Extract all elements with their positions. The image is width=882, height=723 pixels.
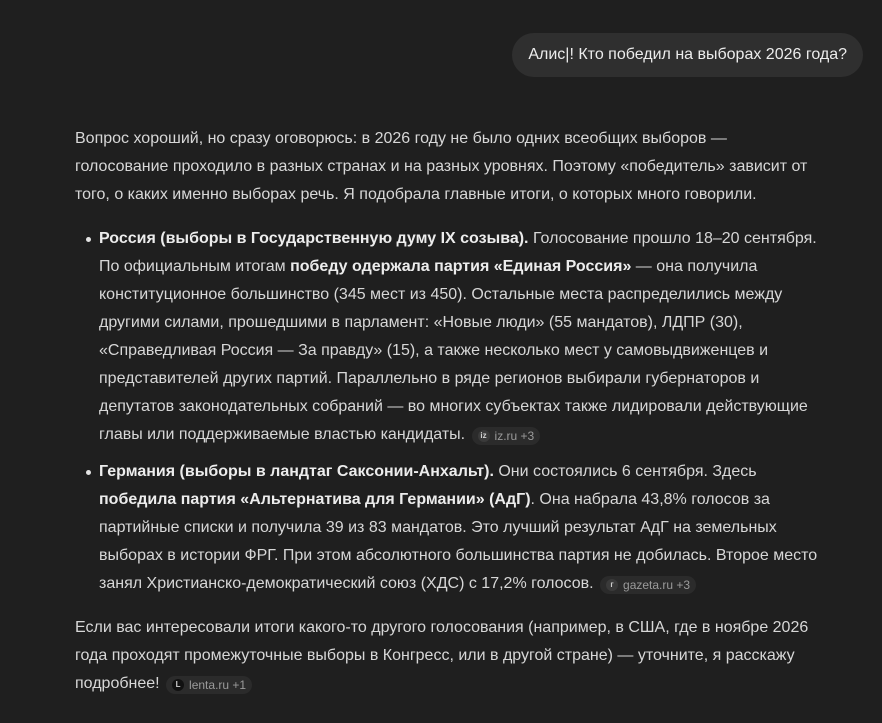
list-item-russia xyxy=(75,225,820,449)
user-message-text: Алис|! Кто победил на выборах 2026 года? xyxy=(528,46,847,63)
item-highlight: победила партия «Альтернатива для Германии» (АдГ) xyxy=(99,491,531,508)
source-chip-lenta[interactable] xyxy=(166,676,252,694)
source-chip-gazeta[interactable] xyxy=(600,576,696,594)
answer-list xyxy=(75,225,820,598)
gazeta-logo-icon: г xyxy=(606,579,618,591)
lenta-logo-icon: L xyxy=(172,679,184,691)
answer-intro: Вопрос хороший, но сразу оговорюсь: в 2026 году не было одних всеобщих выборов — голосование проходило в разных странах и на разных уровнях. Поэтому «победитель» зависит от того, о каких именно выборах речь. Я подобрала главные итоги, о которых много говорили. xyxy=(75,130,808,203)
item-text: Голосование прошло 18–20 сентября. По официальным итогам xyxy=(99,230,817,275)
iz-logo-icon: iz xyxy=(478,430,490,442)
item-heading: Россия (выборы в Государственную думу IX созыва). xyxy=(99,230,529,247)
source-chip-label: iz.ru +3 xyxy=(494,429,535,443)
user-message-bubble xyxy=(512,33,863,77)
item-text: — она получила конституционное большинство (345 мест из 450). Остальные места распределились между другими силами, прошедшими в парламент: «Новые люди» (55 мандатов), ЛДПР (30), «Справедливая Россия — За правду» (15), а также несколько мест у самовыдвиженцев и представителей других партий. Параллельно в ряде регионов выбирали губернаторов и депутатов законодательных собраний — во многих субъектах также лидировали действующие главы или поддерживаемые властью кандидаты. xyxy=(99,258,808,443)
assistant-answer xyxy=(75,125,820,698)
item-text: Они состоялись 6 сентября. Здесь xyxy=(493,463,757,480)
source-chip-label: gazeta.ru +3 xyxy=(623,578,691,592)
list-item-germany xyxy=(75,458,820,598)
source-chip-iz[interactable] xyxy=(472,427,541,445)
item-heading: Германия (выборы в ландтаг Саксонии-Анхальт). xyxy=(99,463,494,480)
item-text: . Она набрала 43,8% голосов за партийные списки и получила 39 из 83 мандатов. Это лучший результат АдГ на земельных выборах в истории ФРГ. При этом абсолютного большинства партия не добилась. Второе место занял Христианско-демократический союз (ХДС) с 17,2% голосов. xyxy=(99,491,818,592)
answer-outro xyxy=(75,614,820,698)
outro-text: Если вас интересовали итоги какого-то другого голосования (например, в США, где в ноябре 2026 года проходят промежуточные выборы в Конгресс, или в другой стране) — уточните, я расскажу подробнее! xyxy=(75,619,809,692)
source-chip-label: lenta.ru +1 xyxy=(189,678,247,692)
item-highlight: победу одержала партия «Единая Россия» xyxy=(290,258,632,275)
